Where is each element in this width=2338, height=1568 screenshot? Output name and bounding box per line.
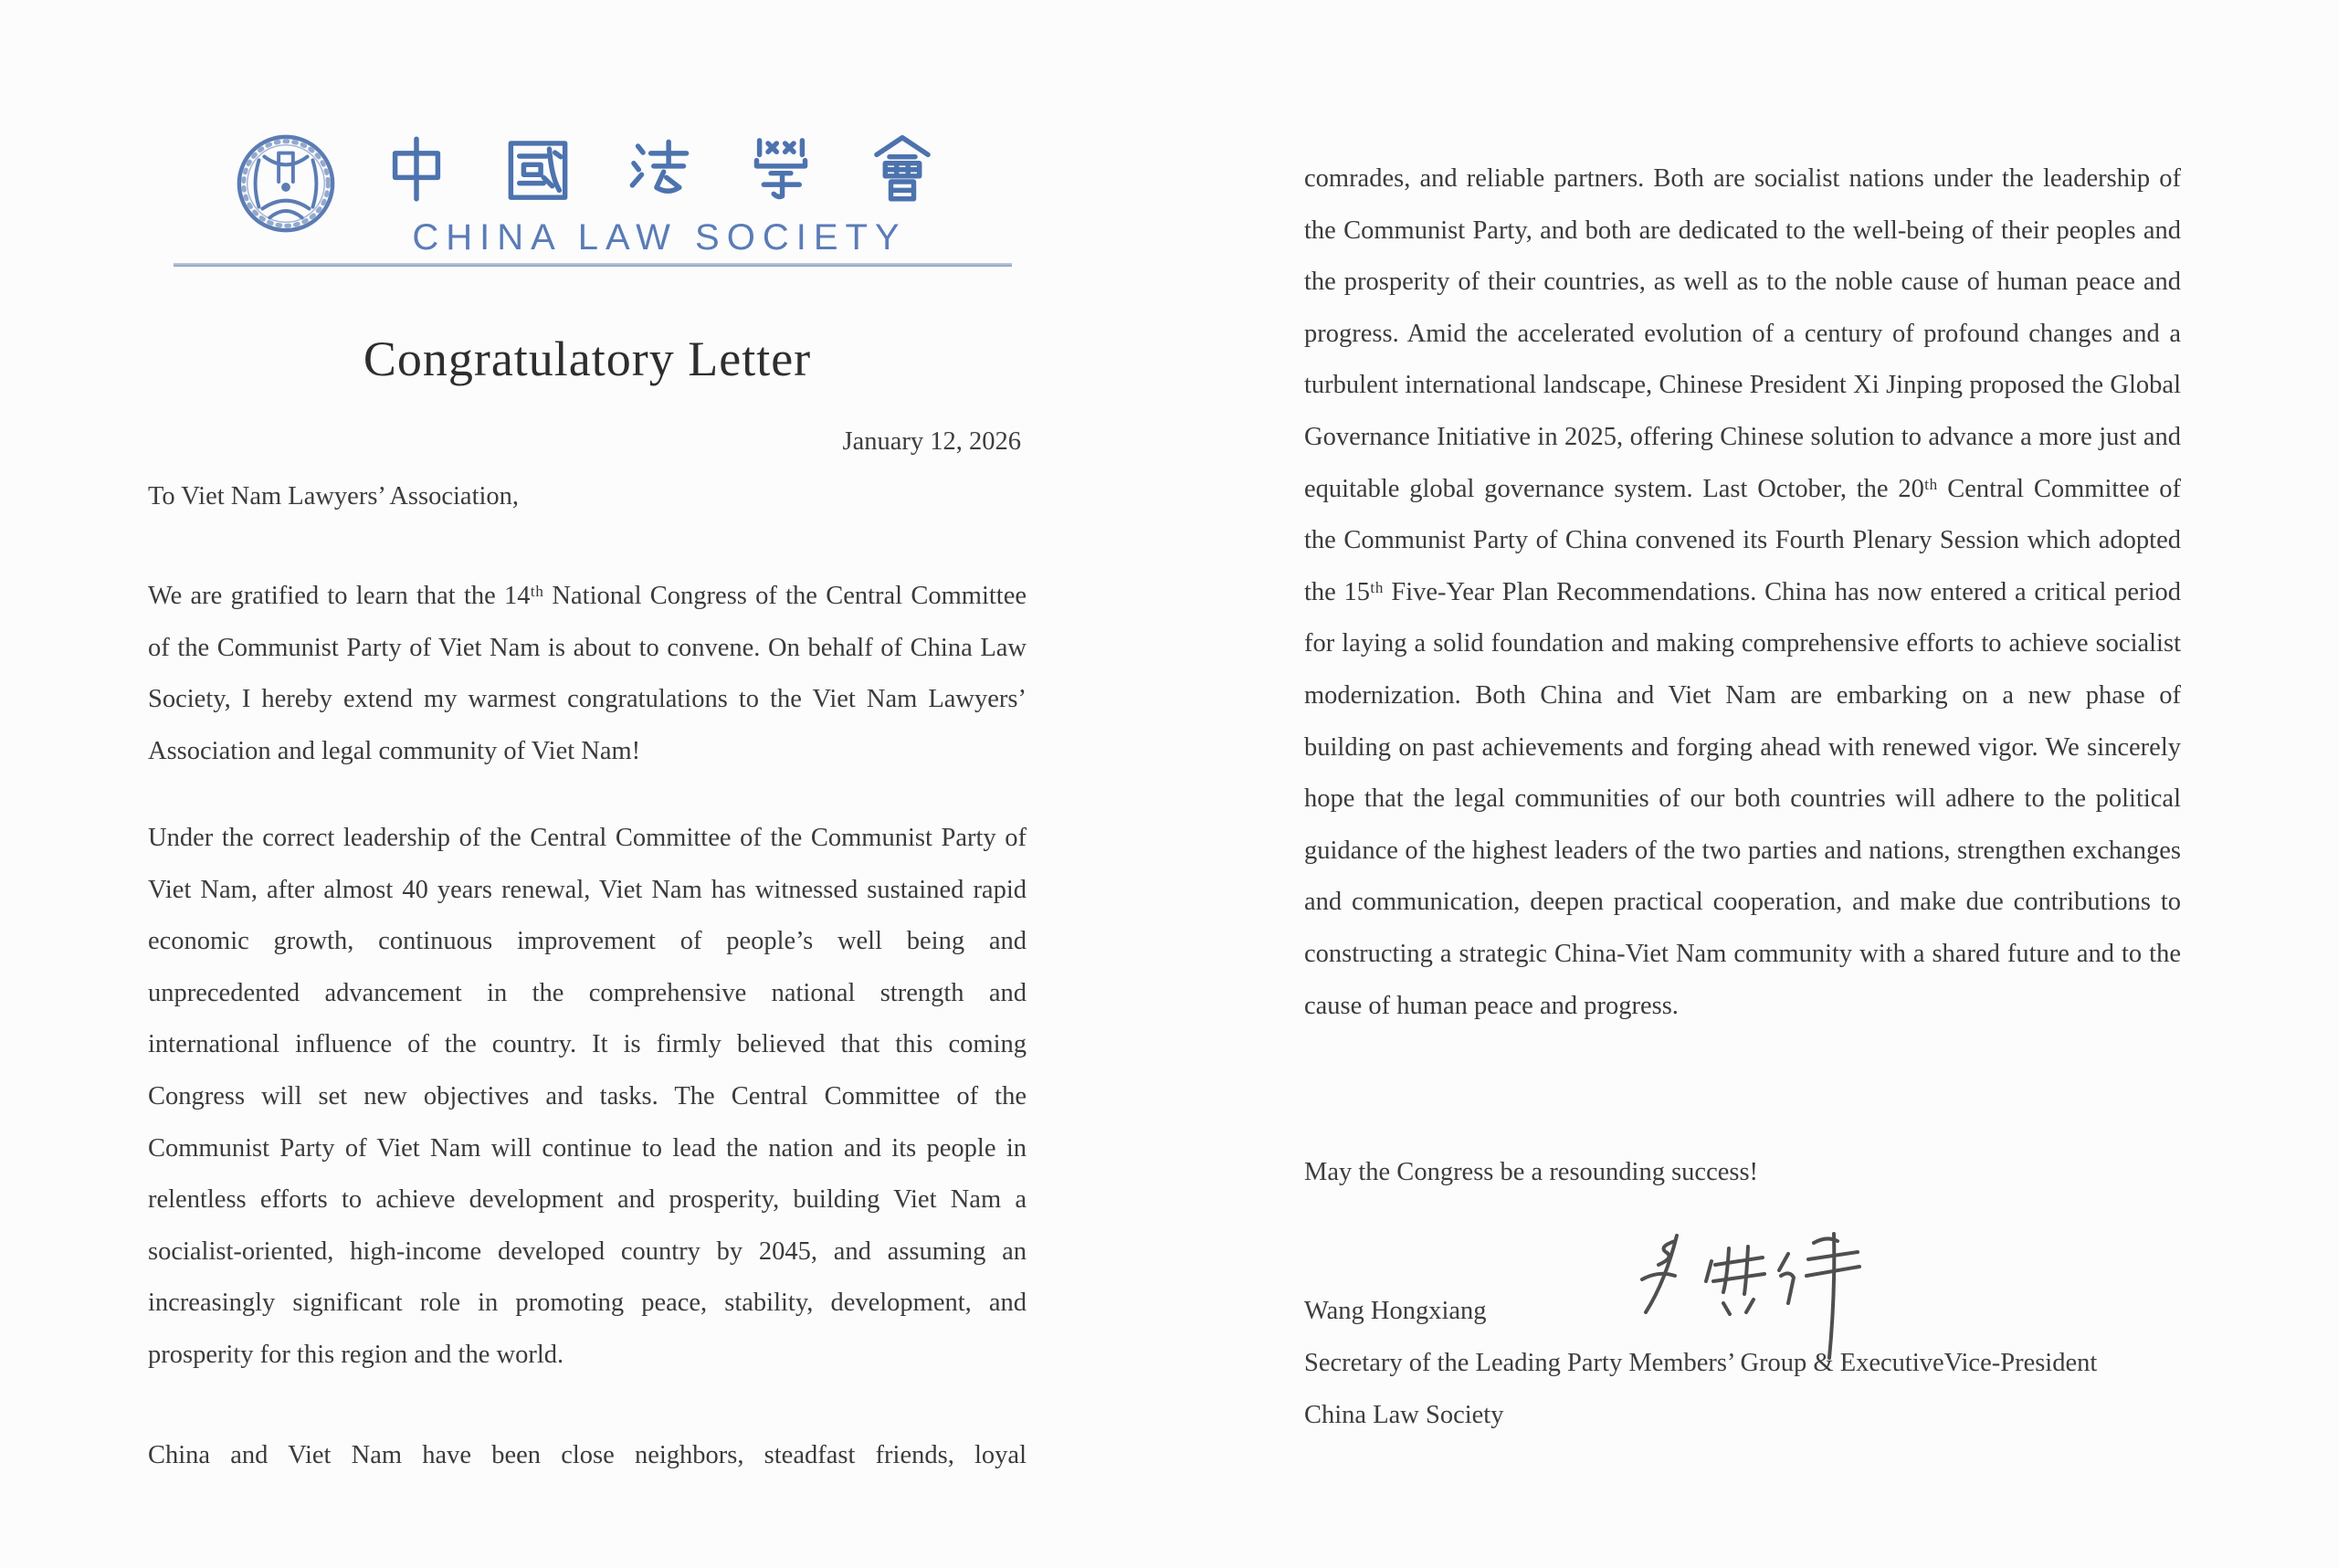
letter-page-1 bbox=[148, 0, 1027, 1568]
chinese-char-guo-glyph bbox=[502, 133, 574, 205]
letterhead bbox=[381, 133, 938, 258]
body-paragraph: comrades, and reliable partners. Both are socialist nations under the leadership of the Communist Party, and both are dedicated to the well-being of their peoples and the prosperity of their countries, as well as to the noble cause of human peace and progress. Amid the accelerated evolution of a century of profound changes and a turbulent international landscape, Chinese President Xi Jinping proposed the Global Governance Initiative in 2025, offering Chinese solution to advance a more just and equitable global governance system. Last October, the 20ᵗʰ Central Committee of the Communist Party of China convened its Fourth Plenary Session which adopted the 15ᵗʰ Five-Year Plan Recommendations. China has now entered a critical period for laying a solid foundation and making comprehensive efforts to achieve socialist modernization. Both China and Viet Nam are embarking on a new phase of building on past achievements and forging ahead with renewed vigor. We sincerely hope that the legal communities of our both countries will adhere to the political guidance of the highest leaders of the two parties and nations, strengthen exchanges and communication, deepen practical cooperation, and make due contributions to constructing a strategic China-Viet Nam community with a shared future and to the cause of human peace and progress. bbox=[1304, 164, 2181, 1020]
signatory-title: Secretary of the Leading Party Members’ Group & ExecutiveVice-President bbox=[1304, 1349, 2098, 1377]
letterhead-chinese-name bbox=[381, 133, 938, 206]
chinese-char-hui-glyph bbox=[867, 133, 938, 205]
body-paragraph: We are gratified to learn that the 14ᵗʰ National Congress of the Central Committee of the Communist Party of Viet Nam is about to convene. On behalf of China Law Society, I hereby extend my warmest congratulations to the Viet Nam Lawyers’ Association and legal community of Viet Nam! bbox=[148, 582, 1027, 765]
body-paragraph: China and Viet Nam have been close neighbors, steadfast friends, loyal bbox=[148, 1441, 1027, 1469]
signatory-name: Wang Hongxiang bbox=[1304, 1297, 1487, 1325]
china-law-society-emblem-icon bbox=[232, 130, 340, 237]
chinese-char-fa-glyph bbox=[624, 133, 695, 205]
closing-line: May the Congress be a resounding success! bbox=[1304, 1158, 1759, 1186]
letter-title: Congratulatory Letter bbox=[363, 331, 812, 386]
chinese-char-zhong-glyph bbox=[381, 133, 452, 205]
letterhead-rule bbox=[174, 263, 1012, 267]
salutation: To Viet Nam Lawyers’ Association, bbox=[148, 482, 520, 510]
body-paragraph: Under the correct leadership of the Central Committee of the Communist Party of Viet Nam, after almost 40 years renewal, Viet Nam has witnessed sustained rapid economic growth, continuous improvement of people’s well being and unprecedented advancement in the comprehensive national strength and international influence of the country. It is firmly believed that this coming Congress will set new objectives and tasks. The Central Committee of the Communist Party of Viet Nam will continue to lead the nation and its people in relentless efforts to achieve development and prosperity, building Viet Nam a socialist-oriented, high-income developed country by 2045, and assuming an increasingly significant role in promoting peace, stability, development, and prosperity for this region and the world. bbox=[148, 824, 1027, 1369]
letterhead-english-name: CHINA LAW SOCIETY bbox=[412, 217, 907, 258]
letter-date: January 12, 2026 bbox=[842, 427, 1021, 456]
handwritten-signature bbox=[1635, 1224, 1863, 1370]
chinese-char-xue-glyph bbox=[745, 133, 816, 205]
signatory-organization: China Law Society bbox=[1304, 1401, 1504, 1429]
letter-page-2 bbox=[1304, 0, 2181, 1568]
